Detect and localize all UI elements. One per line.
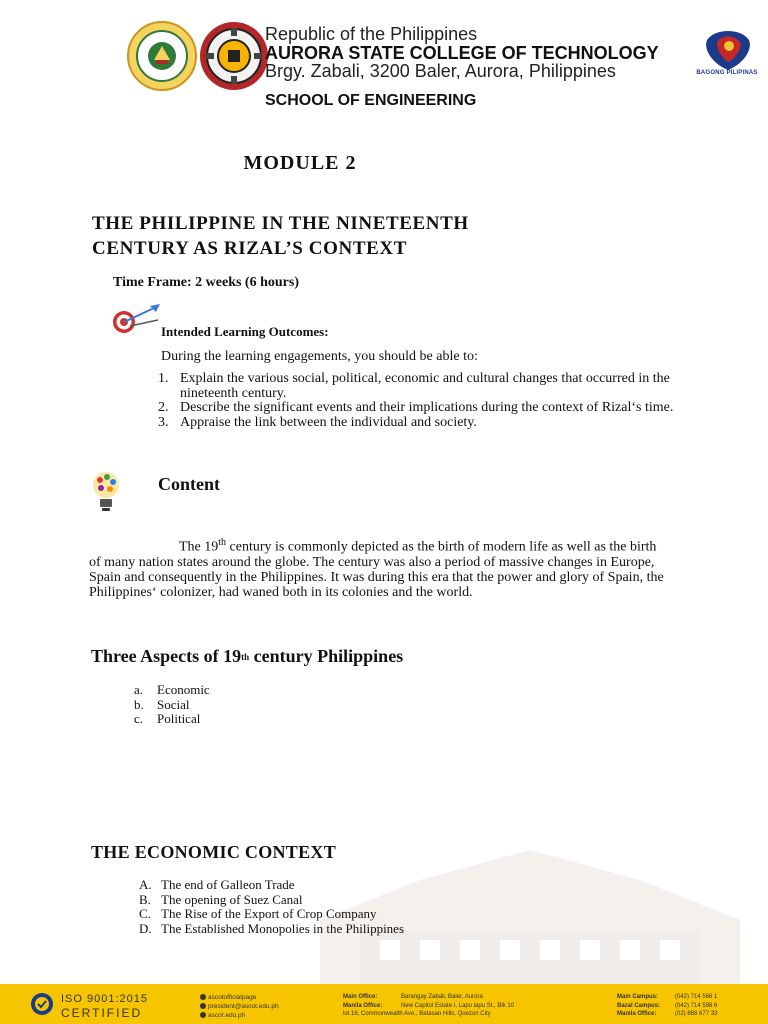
module-label: MODULE 2 [243, 152, 357, 174]
list-item-text: The Rise of the Export of Crop Company [161, 906, 377, 921]
main-office-address: Barangay Zabali, Baler, Aurora [401, 994, 483, 1000]
list-item-number: 1. [158, 371, 169, 386]
main-office-label: Main Office: [343, 994, 378, 1000]
ascot-seal-logo [126, 20, 198, 92]
aspects-heading-superscript: th [241, 652, 250, 662]
manila-office-line2 [343, 1011, 491, 1017]
list-item-text: The end of Galleon Trade [161, 877, 295, 892]
list-item [158, 401, 718, 416]
website-contact [200, 1012, 245, 1019]
list-item-letter: a. [134, 682, 144, 697]
aspects-heading-end: century Philippines [249, 646, 404, 666]
list-item-text: Social [157, 696, 190, 712]
module-title [92, 211, 652, 261]
manila-office-address-2: lot 16, Commonwealth Ave., Batasan Hills, Quezon City [343, 1011, 491, 1017]
content-heading: Content [158, 474, 220, 494]
iso-label: ISO 9001:2015 [61, 993, 149, 1005]
engineering-seal-logo [198, 20, 270, 92]
manila-office-address-1: New Capitol Estate I, Lapu lapu St., Blk 10 [401, 1003, 515, 1009]
iso-badge-icon [30, 992, 54, 1016]
economic-context-heading: THE ECONOMIC CONTEXT [91, 842, 337, 862]
target-icon [110, 302, 162, 338]
list-item-letter: D. [139, 920, 152, 936]
aspects-list [134, 683, 210, 727]
economic-context-list [139, 878, 404, 936]
ilo-label: Intended Learning Outcomes: [161, 324, 329, 339]
main-campus-number: (042) 714 566 1 [675, 994, 718, 1000]
lightbulb-icon [89, 470, 123, 514]
aspects-heading-start: Three Aspects of 19 [91, 646, 242, 666]
list-item-text: Describe the significant events and their implications during the context of Rizal‘s time. [180, 400, 674, 415]
module-title-line2: CENTURY AS RIZAL’S CONTEXT [92, 238, 407, 259]
manila-office-phone-label: Manila Office: [617, 1011, 657, 1017]
bazal-campus-phone [617, 1003, 717, 1009]
list-item-number: 3. [158, 414, 169, 430]
aspects-heading [91, 646, 403, 667]
ilo-intro: During the learning engagements, you should be able to: [161, 349, 478, 364]
email-text[interactable]: president@ascot.edu.ph [208, 1003, 279, 1010]
paragraph-superscript: th [218, 537, 227, 548]
manila-office-phone [617, 1011, 717, 1017]
email-contact [200, 1003, 279, 1010]
email-icon [200, 1003, 206, 1009]
facebook-contact [200, 994, 256, 1001]
list-item [139, 893, 404, 908]
header-college-name: AURORA STATE COLLEGE OF TECHNOLOGY [265, 43, 659, 63]
main-campus-phone [617, 994, 717, 1000]
iso-certified-label: CERTIFIED [61, 1006, 143, 1020]
facebook-text: ascotofficialpage [208, 994, 257, 1001]
list-item-letter: b. [134, 696, 144, 712]
list-item-letter: c. [134, 711, 144, 726]
list-item-text: Appraise the link between the individual and society. [180, 414, 477, 430]
bagong-pilipinas-logo [693, 22, 763, 92]
bazal-campus-label: Bazal Campus: [617, 1003, 661, 1009]
header-republic: Republic of the Philippines [265, 24, 478, 44]
ilo-list [158, 372, 718, 430]
main-campus-label: Main Campus: [617, 994, 659, 1000]
globe-icon [200, 1012, 206, 1018]
list-item-letter: A. [139, 877, 152, 892]
module-title-line1: THE PHILIPPINE IN THE NINETEENTH [92, 213, 469, 234]
content-paragraph [89, 535, 664, 600]
list-item [139, 907, 404, 922]
list-item [139, 922, 404, 937]
list-item-text: Explain the various social, political, economic and cultural changes that occurred in the nineteenth century. [180, 371, 670, 401]
bazal-campus-number: (042) 714 598 6 [675, 1003, 718, 1009]
list-item [134, 698, 210, 713]
paragraph-rest: century is commonly depicted as the birth of modern life as well as the birth of many nation states around the globe. The century was also a period of massive changes in Europe, Spain and consequently in the Philippines. It was during this era that the power and glory of Spain, the Philippines‘ colonizer, had waned both in its colonies and the world. [89, 539, 664, 600]
time-frame: Time Frame: 2 weeks (6 hours) [113, 275, 299, 290]
website-text[interactable]: ascot.edu.ph [208, 1012, 246, 1019]
header-address: Brgy. Zabali, 3200 Baler, Aurora, Philippines [265, 61, 616, 81]
manila-office-phone-number: (02) 888 677 33 [675, 1011, 718, 1017]
header-school-name: SCHOOL OF ENGINEERING [265, 92, 477, 109]
list-item [158, 372, 718, 401]
manila-office [343, 1003, 514, 1009]
manila-office-label: Manila Office: [343, 1003, 383, 1009]
bagong-pilipinas-label: BAGONG PILIPINAS [696, 70, 758, 76]
list-item-letter: C. [139, 906, 151, 921]
list-item [134, 712, 210, 727]
facebook-icon [200, 994, 206, 1000]
list-item-text: The opening of Suez Canal [161, 891, 303, 907]
paragraph-start: The 19 [179, 539, 219, 555]
list-item [139, 878, 404, 893]
list-item-text: Political [157, 711, 201, 726]
list-item-number: 2. [158, 400, 169, 415]
list-item [158, 416, 718, 431]
main-office [343, 994, 483, 1000]
list-item-letter: B. [139, 891, 151, 907]
list-item-text: The Established Monopolies in the Philippines [161, 920, 405, 936]
list-item [134, 683, 210, 698]
list-item-text: Economic [157, 682, 210, 697]
